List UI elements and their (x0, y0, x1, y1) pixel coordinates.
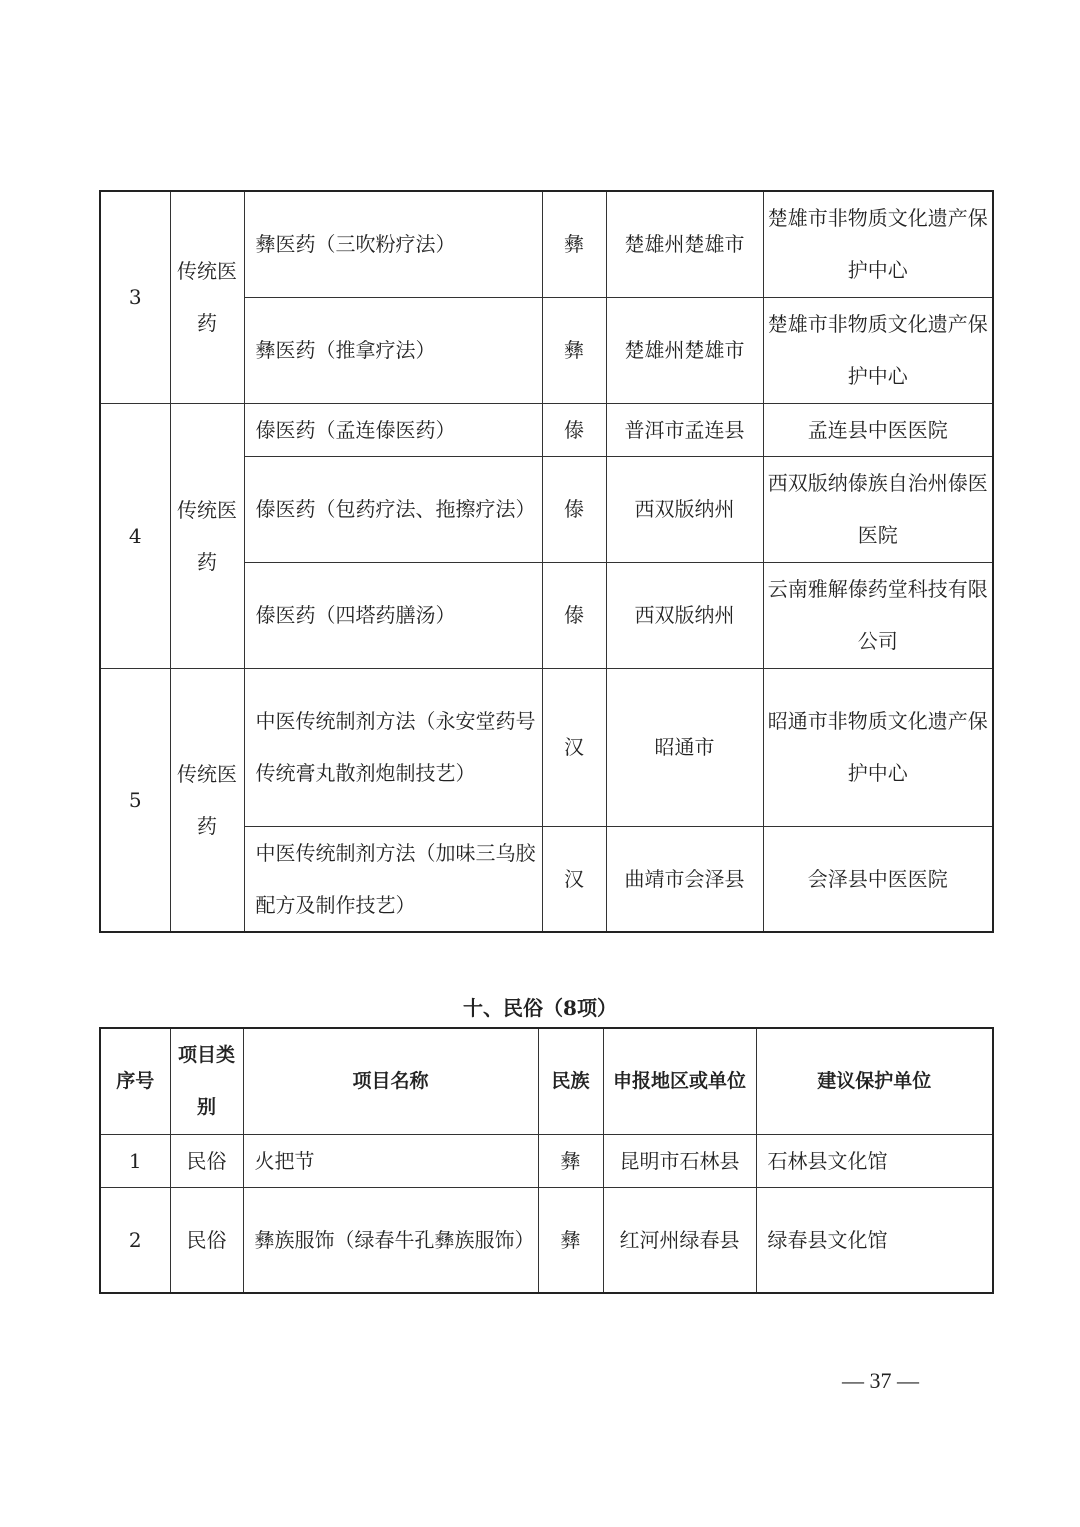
item-ethnic: 彝 (538, 1134, 603, 1187)
table-row (100, 1134, 993, 1187)
item-ethnic: 汉 (542, 826, 606, 932)
item-unit: 孟连县中医医院 (763, 403, 993, 456)
table-row (100, 403, 993, 456)
item-unit: 绿春县文化馆 (756, 1187, 993, 1293)
item-name: 中医传统制剂方法（加味三乌胶配方及制作技艺） (244, 826, 542, 932)
table-header-row (100, 1028, 993, 1134)
header-ethnic: 民族 (538, 1028, 603, 1134)
heritage-table-traditional-medicine (99, 190, 994, 933)
item-number: 1 (100, 1134, 170, 1187)
item-unit: 昭通市非物质文化遗产保护中心 (763, 668, 993, 826)
item-unit: 楚雄市非物质文化遗产保护中心 (763, 191, 993, 297)
item-ethnic: 傣 (542, 403, 606, 456)
item-name: 火把节 (243, 1134, 538, 1187)
item-name: 彝族服饰（绿春牛孔彝族服饰） (243, 1187, 538, 1293)
item-region: 普洱市孟连县 (606, 403, 763, 456)
item-number: 4 (100, 403, 170, 668)
item-name: 傣医药（包药疗法、拖擦疗法） (244, 456, 542, 562)
item-unit: 云南雅解傣药堂科技有限公司 (763, 562, 993, 668)
item-name: 彝医药（推拿疗法） (244, 297, 542, 403)
item-unit: 会泽县中医医院 (763, 826, 993, 932)
item-region: 楚雄州楚雄市 (606, 191, 763, 297)
item-ethnic: 彝 (538, 1187, 603, 1293)
item-region: 西双版纳州 (606, 456, 763, 562)
table-row (100, 1187, 993, 1293)
table-row (100, 191, 993, 297)
item-ethnic: 傣 (542, 562, 606, 668)
header-no: 序号 (100, 1028, 170, 1134)
item-category: 民俗 (170, 1187, 243, 1293)
item-number: 5 (100, 668, 170, 932)
header-unit: 建议保护单位 (756, 1028, 993, 1134)
item-category: 传统医药 (170, 191, 244, 403)
item-category: 民俗 (170, 1134, 243, 1187)
item-region: 曲靖市会泽县 (606, 826, 763, 932)
table-row (100, 668, 993, 826)
item-unit: 西双版纳傣族自治州傣医医院 (763, 456, 993, 562)
item-category: 传统医药 (170, 668, 244, 932)
item-number: 3 (100, 191, 170, 403)
item-category: 传统医药 (170, 403, 244, 668)
item-ethnic: 彝 (542, 191, 606, 297)
item-name: 中医传统制剂方法（永安堂药号传统膏丸散剂炮制技艺） (244, 668, 542, 826)
section-title: 十、民俗（8项） (463, 996, 617, 1020)
page-number: — 37 — (842, 1368, 919, 1393)
item-unit: 石林县文化馆 (756, 1134, 993, 1187)
item-region: 昭通市 (606, 668, 763, 826)
item-region: 红河州绿春县 (603, 1187, 756, 1293)
header-name: 项目名称 (243, 1028, 538, 1134)
item-name: 傣医药（孟连傣医药） (244, 403, 542, 456)
heritage-table-folk-custom (99, 1027, 994, 1294)
item-ethnic: 汉 (542, 668, 606, 826)
item-unit: 楚雄市非物质文化遗产保护中心 (763, 297, 993, 403)
item-region: 楚雄州楚雄市 (606, 297, 763, 403)
item-ethnic: 傣 (542, 456, 606, 562)
item-name: 傣医药（四塔药膳汤） (244, 562, 542, 668)
item-region: 昆明市石林县 (603, 1134, 756, 1187)
header-category: 项目类别 (170, 1028, 243, 1134)
item-region: 西双版纳州 (606, 562, 763, 668)
item-name: 彝医药（三吹粉疗法） (244, 191, 542, 297)
header-region: 申报地区或单位 (603, 1028, 756, 1134)
item-number: 2 (100, 1187, 170, 1293)
item-ethnic: 彝 (542, 297, 606, 403)
